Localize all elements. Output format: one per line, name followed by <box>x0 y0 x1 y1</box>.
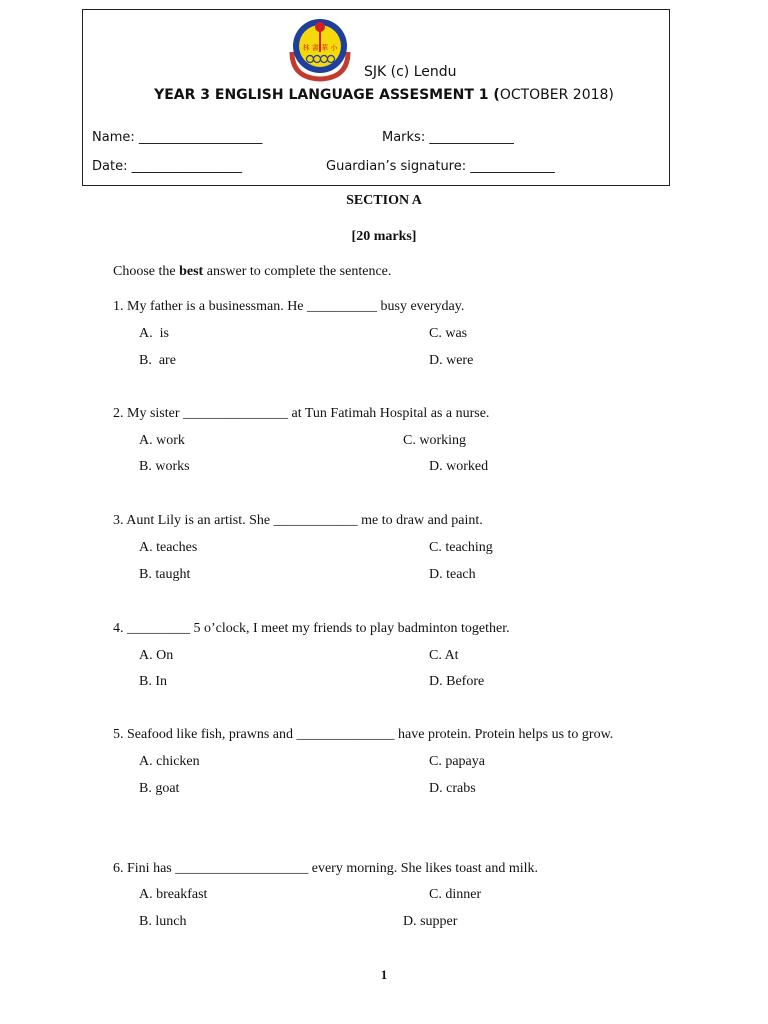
question-3-option-d: D. teach <box>429 567 476 582</box>
instruction <box>113 264 391 280</box>
name-field: Name: ___________________ <box>92 130 263 145</box>
assessment-title-month: OCTOBER 2018) <box>499 87 614 103</box>
question-5-option-a: A. chicken <box>139 754 200 769</box>
question-2-option-c: C. working <box>403 433 466 448</box>
instruction-bold: best <box>179 264 204 279</box>
question-5-stem: 5. Seafood like fish, prawns and ______________ have protein. Protein helps us to grow. <box>113 727 614 742</box>
question-4-option-d: D. Before <box>429 674 485 689</box>
question-6-option-d: D. supper <box>403 914 458 929</box>
section-title: SECTION A <box>346 193 422 208</box>
question-1-option-c: C. was <box>429 326 468 341</box>
question-5-option-c: C. papaya <box>429 754 485 769</box>
question-4-option-a: A. On <box>139 648 174 663</box>
question-5-option-b: B. goat <box>139 781 180 796</box>
question-6-option-c: C. dinner <box>429 887 482 902</box>
question-6-option-b: B. lunch <box>139 914 187 929</box>
instruction-after: answer to complete the sentence. <box>203 264 392 279</box>
guardian-signature-field: Guardian’s signature: _____________ <box>326 159 555 174</box>
logo-text: 林 書 華 小 <box>302 44 338 52</box>
question-1-option-a: A. is <box>139 326 169 341</box>
section-marks: [20 marks] <box>351 229 417 244</box>
assessment-title <box>0 87 768 103</box>
question-1-stem: 1. My father is a businessman. He __________ busy everyday. <box>113 299 465 314</box>
question-2-option-a: A. work <box>139 433 185 448</box>
question-4-stem: 4. _________ 5 o’clock, I meet my friends to play badminton together. <box>113 621 510 636</box>
question-2-stem: 2. My sister _______________ at Tun Fatimah Hospital as a nurse. <box>113 406 490 421</box>
date-field: Date: _________________ <box>92 159 243 174</box>
question-1-option-b: B. are <box>139 353 176 368</box>
question-6-option-a: A. breakfast <box>139 887 208 902</box>
school-name: SJK (c) Lendu <box>364 64 457 80</box>
school-logo <box>286 12 354 82</box>
question-3-option-c: C. teaching <box>429 540 493 555</box>
question-4-option-b: B. In <box>139 674 167 689</box>
assessment-title-main: YEAR 3 ENGLISH LANGUAGE ASSESMENT 1 ( <box>154 87 500 103</box>
question-5-option-d: D. crabs <box>429 781 476 796</box>
question-3-option-a: A. teaches <box>139 540 198 555</box>
question-6-stem: 6. Fini has ___________________ every morning. She likes toast and milk. <box>113 861 539 876</box>
question-2-option-d: D. worked <box>429 459 489 474</box>
instruction-before: Choose the <box>113 264 180 279</box>
question-3-option-b: B. taught <box>139 567 191 582</box>
question-2-option-b: B. works <box>139 459 190 474</box>
marks-field: Marks: _____________ <box>382 130 514 145</box>
question-4-option-c: C. At <box>429 648 459 663</box>
question-1-option-d: D. were <box>429 353 474 368</box>
question-3-stem: 3. Aunt Lily is an artist. She ____________ me to draw and paint. <box>113 513 483 528</box>
page-number: 1 <box>380 967 388 982</box>
